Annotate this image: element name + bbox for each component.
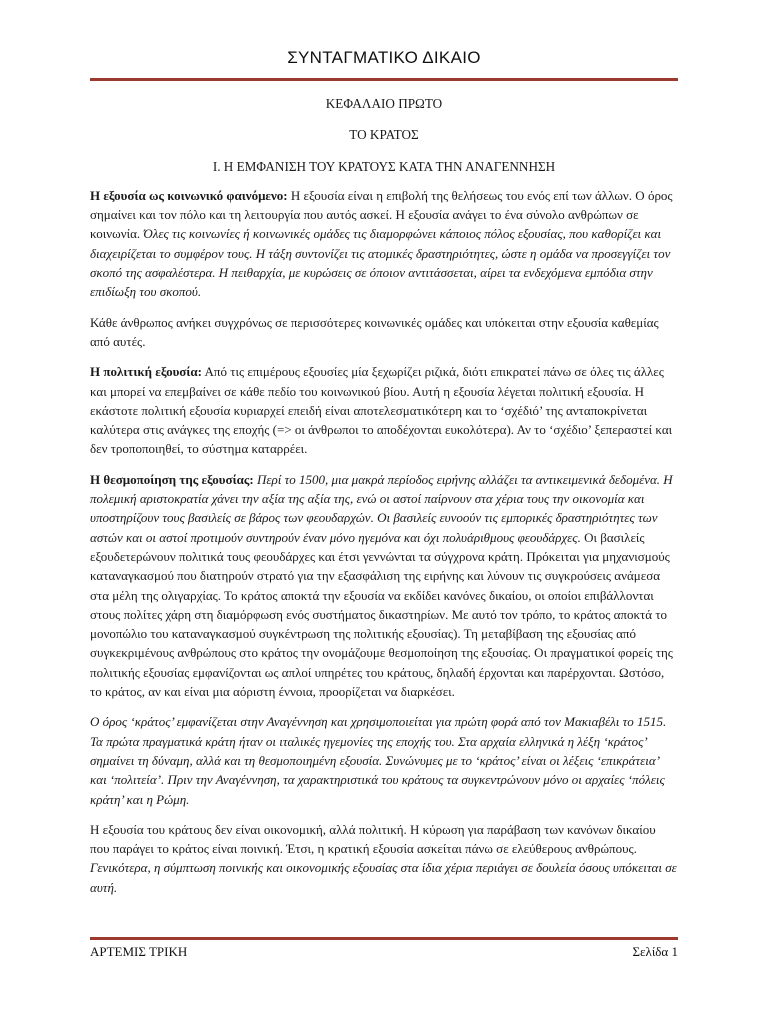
paragraph (90, 470, 678, 702)
paragraph-tail: Οι βασιλείς εξουδετερώνουν πολιτικά τους φεουδάρχες και έτσι γεννώνται τα σύγχρονα κράτη. Πρόκειται για μηχανισμούς καταναγκασμού που διατηρούν στρατό για την εξασφάλιση της ειρήνης και λύνουν τις συγκρούσεις ανάμεσα στα μέλη της ολιγαρχίας. Το κράτος αποκτά την εξουσία να εκδίδει κανόνες δικαίου, οι οποίοι επιβάλλονται στους πολίτες χάρη στη διαμόρφωση ενός συστήματος δικαστηρίων. Με αυτό τον τρόπο, το κράτος αποκτά το μονοπώλιο του καταναγκασμού συγκέντρωση της πολιτικής εξουσίας). Τη μεταβίβαση της εξουσίας από συγκεκριμένους ανθρώπους στο κράτος την ονομάζουμε θεσμοποίηση της εξουσίας. Οι πραγματικοί φορείς της πολιτικής εξουσίας εμφανίζονται ως απλοί υπηρέτες του κράτους, δηλαδή έρχονται και παρέρχονται. Ωστόσο, το κράτος, αν και είναι μια αόριστη έννοια, προορίζεται να διαρκέσει. (90, 529, 673, 700)
paragraph-lead: Η πολιτική εξουσία: (90, 364, 202, 380)
paragraph (90, 186, 678, 302)
topic-heading: ΤΟ ΚΡΑΤΟΣ (349, 127, 419, 143)
footer-author: ΑΡΤΕΜΙΣ ΤΡΙΚΗ (90, 944, 188, 959)
paragraph (90, 712, 678, 808)
paragraph (90, 313, 678, 352)
header-divider (90, 78, 678, 81)
paragraph-text: Κάθε άνθρωπος ανήκει συγχρόνως σε περισσότερες κοινωνικές ομάδες και υπόκειται στην εξουσία καθεμίας από αυτές. (90, 314, 659, 349)
document-header-title: ΣΥΝΤΑΓΜΑΤΙΚΟ ΔΙΚΑΙΟ (287, 48, 481, 67)
paragraph-italic: Όλες τις κοινωνίες ή κοινωνικές ομάδες τις διαμορφώνει κάποιος πόλος εξουσίας, που καθορίζει και διαχειρίζεται το συμφέρον τους. Η τάξη συντονίζει τις ατομικές δραστηριότητες, ώστε η ομάδα να προσεγγίζει τον σκοπό της ασφαλέστερα. Η πειθαρχία, με κυρώσεις σε όποιον αντιτάσσεται, αίρει τα ενδεχόμενα εμπόδια στην επιδίωξη του σκοπού. (90, 226, 671, 300)
paragraph (90, 820, 678, 897)
paragraph-lead: Η εξουσία ως κοινωνικό φαινόμενο: (90, 187, 288, 203)
chapter-heading: ΚΕΦΑΛΑΙΟ ΠΡΩΤΟ (325, 96, 443, 111)
paragraph-text: Η εξουσία είναι η επιβολή της θελήσεως του ενός επί των άλλων. Ο όρος σημαίνει και τον πόλο και τη λειτουργία που αυτός ασκεί. Η εξουσία ανάγει το ένα σύνολο ανθρώπων σε κοινωνία. (90, 187, 673, 242)
paragraph-italic: Γενικότερα, η σύμπτωση ποινικής και οικονομικής εξουσίας στα ίδια χέρια περιάγει σε δουλεία όσους υπόκειται σε αυτή. (90, 860, 677, 895)
paragraph-lead: Η θεσμοποίηση της εξουσίας: (90, 471, 254, 487)
footer-divider (90, 937, 678, 940)
paragraph-text: Από τις επιμέρους εξουσίες μία ξεχωρίζει ριζικά, διότι επικρατεί πάνω σε όλες τις άλλες και μπορεί να επεμβαίνει σε κάθε πεδίο του κοινωνικού βίου. Αυτή η εξουσία λέγεται πολιτική εξουσία. Η εκάστοτε πολιτική εξουσία κυριαρχεί επειδή είναι αποτελεσματικότερη και το ‘σχέδιό’ της ανταποκρίνεται καλύτερα στις ανάγκες της εποχής (=> οι άνθρωποι το αποδέχονται ευκολότερα). Αν το ‘σχέδιο’ ξεπεραστεί και δεν τροποποιηθεί, το σύστημα καταρρέει. (90, 364, 673, 457)
paragraph (90, 362, 678, 458)
document-body (90, 94, 678, 908)
section-heading: Ι. Η ΕΜΦΑΝΙΣΗ ΤΟΥ ΚΡΑΤΟΥΣ ΚΑΤΑ ΤΗΝ ΑΝΑΓΕΝΝΗΣΗ (212, 158, 556, 174)
page-number: Σελίδα 1 (632, 944, 678, 959)
paragraph-italic: Ο όρος ‘κράτος’ εμφανίζεται στην Αναγέννηση και χρησιμοποιείται για πρώτη φορά από τον Μακιαβέλι το 1515. Τα πρώτα πραγματικά κράτη ήταν οι ιταλικές ηγεμονίες της εποχής του. Στα αρχαία ελληνικά η λέξη ‘κράτος’ σημαίνει τη δύναμη, αλλά και τη θεσμοποιημένη εξουσία. Συνώνυμες με το ‘κράτος’ είναι οι λέξεις ‘επικράτεια’ και ‘πολιτεία’. Πριν την Αναγέννηση, τα χαρακτηριστικά του κράτους τα συγκεντρώνουν μόνο οι αρχαίες ‘πόλεις κράτη’ και η Ρώμη. (90, 714, 667, 807)
paragraph-italic: Περί το 1500, μια μακρά περίοδος ειρήνης αλλάζει τα αντικειμενικά δεδομένα. Η πολεμική αριστοκρατία χάνει την αξία της αξία της, ενώ οι αστοί παίρνουν στα χέρια τους την οικονομία και υποστηρίζουν τους βασιλείς σε βάρος των φεουδαρχών. Οι βασιλείς ευνοούν τις εμπορικές δραστηριότητες των αστών και οι αστοί προτιμούν συντηρούν έναν μόνο ηγεμόνα και όχι πολυάριθμους φεουδάρχες. (90, 471, 673, 545)
paragraph-text: Η εξουσία του κράτους δεν είναι οικονομική, αλλά πολιτική. Η κύρωση για παράβαση των κανόνων δικαίου που παράγει το κράτος είναι ποινική. Έτσι, η κρατική εξουσία ασκείται πάνω σε ελεύθερους ανθρώπους. (90, 821, 656, 857)
